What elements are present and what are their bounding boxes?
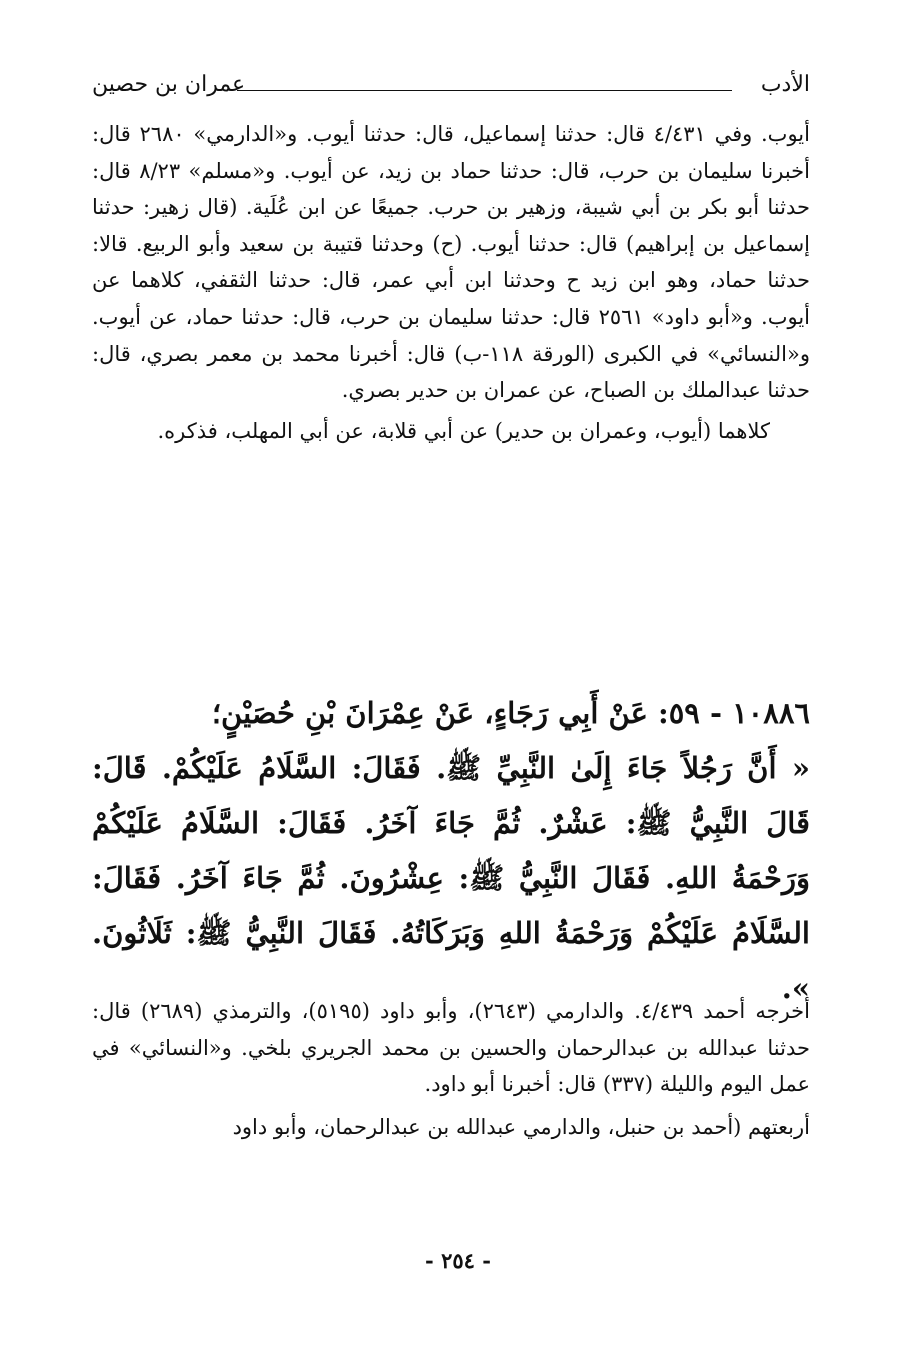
takhrij-paragraph: أيوب. وفي ٤/٤٣١ قال: حدثنا إسماعيل، قال: حدثنا أيوب. و«الدارمي» ٢٦٨٠ قال: أخبرنا سليمان بن حرب، قال: حدثنا حماد بن زيد، عن أيوب. و«مسلم» ٨/٢٣ قال: حدثنا أبو بكر بن أبي شيبة، وزهير بن حرب. جميعًا عن ابن عُلَية. (قال زهير: حدثنا إسماعيل بن إبراهيم) قال: حدثنا أيوب. (ح) وحدثنا قتيبة بن سعيد وأبو الربيع. قالا: حدثنا حماد، وهو ابن زيد ح وحدثنا ابن أبي عمر، قال: حدثنا الثقفي، كلاهما عن أيوب. و«أبو داود» ٢٥٦١ قال: حدثنا سليمان بن حرب، قال: حدثنا حماد، عن أيوب. و«النسائي» في الكبرى (الورقة ١١٨-ب) قال: أخبرنا محمد بن معمر بصري، قال: حدثنا عبدالملك بن الصباح، عن عمران بن حدير بصري. <box>92 122 810 403</box>
page-number: - ٢٥٤ - <box>425 1248 491 1273</box>
header-rule <box>237 90 732 91</box>
section-title: عمران بن حصين <box>92 72 246 97</box>
takhrij-block-2 <box>92 993 810 1145</box>
chapter-title: الأدب <box>760 72 810 97</box>
takhrij-paragraph: أخرجه أحمد ٤/٤٣٩. والدارمي (٢٦٤٣)، وأبو داود (٥١٩٥)، والترمذي (٢٦٨٩) قال: حدثنا عبدالله بن عبدالرحمان والحسين بن محمد الجريري بلخي. و«النسائي» في عمل اليوم والليلة (٣٣٧) قال: أخبرنا أبو داود. <box>92 999 810 1097</box>
takhrij-summary: أربعتهم (أحمد بن حنبل، والدارمي عبدالله بن عبدالرحمان، وأبو داود <box>232 1114 810 1139</box>
running-header <box>92 72 810 106</box>
hadith-text: « أَنَّ رَجُلاً جَاءَ إِلَىٰ النَّبِيِّ ﷺ. فَقَالَ: السَّلَامُ عَلَيْكُمْ. قَالَ: قَالَ النَّبِيُّ ﷺ: عَشْرٌ. ثُمَّ جَاءَ آخَرُ. فَقَالَ: السَّلَامُ عَلَيْكُمْ وَرَحْمَةُ اللهِ. فَقَالَ النَّبِيُّ ﷺ: عِشْرُونَ. ثُمَّ جَاءَ آخَرُ. فَقَالَ: السَّلَامُ عَلَيْكُمْ وَرَحْمَةُ اللهِ وَبَرَكَاتُهُ. فَقَالَ النَّبِيُّ ﷺ: ثَلَاثُونَ. ». <box>92 751 810 1005</box>
hadith-block <box>92 686 810 1016</box>
hadith-heading: ١٠٨٨٦ - ٥٩: عَنْ أَبِي رَجَاءٍ، عَنْ عِمْرَانَ بْنِ حُصَيْنٍ؛ <box>211 696 810 730</box>
takhrij-summary: كلاهما (أيوب، وعمران بن حدير) عن أبي قلابة، عن أبي المهلب، فذكره. <box>157 418 770 443</box>
takhrij-block-1 <box>92 116 810 449</box>
